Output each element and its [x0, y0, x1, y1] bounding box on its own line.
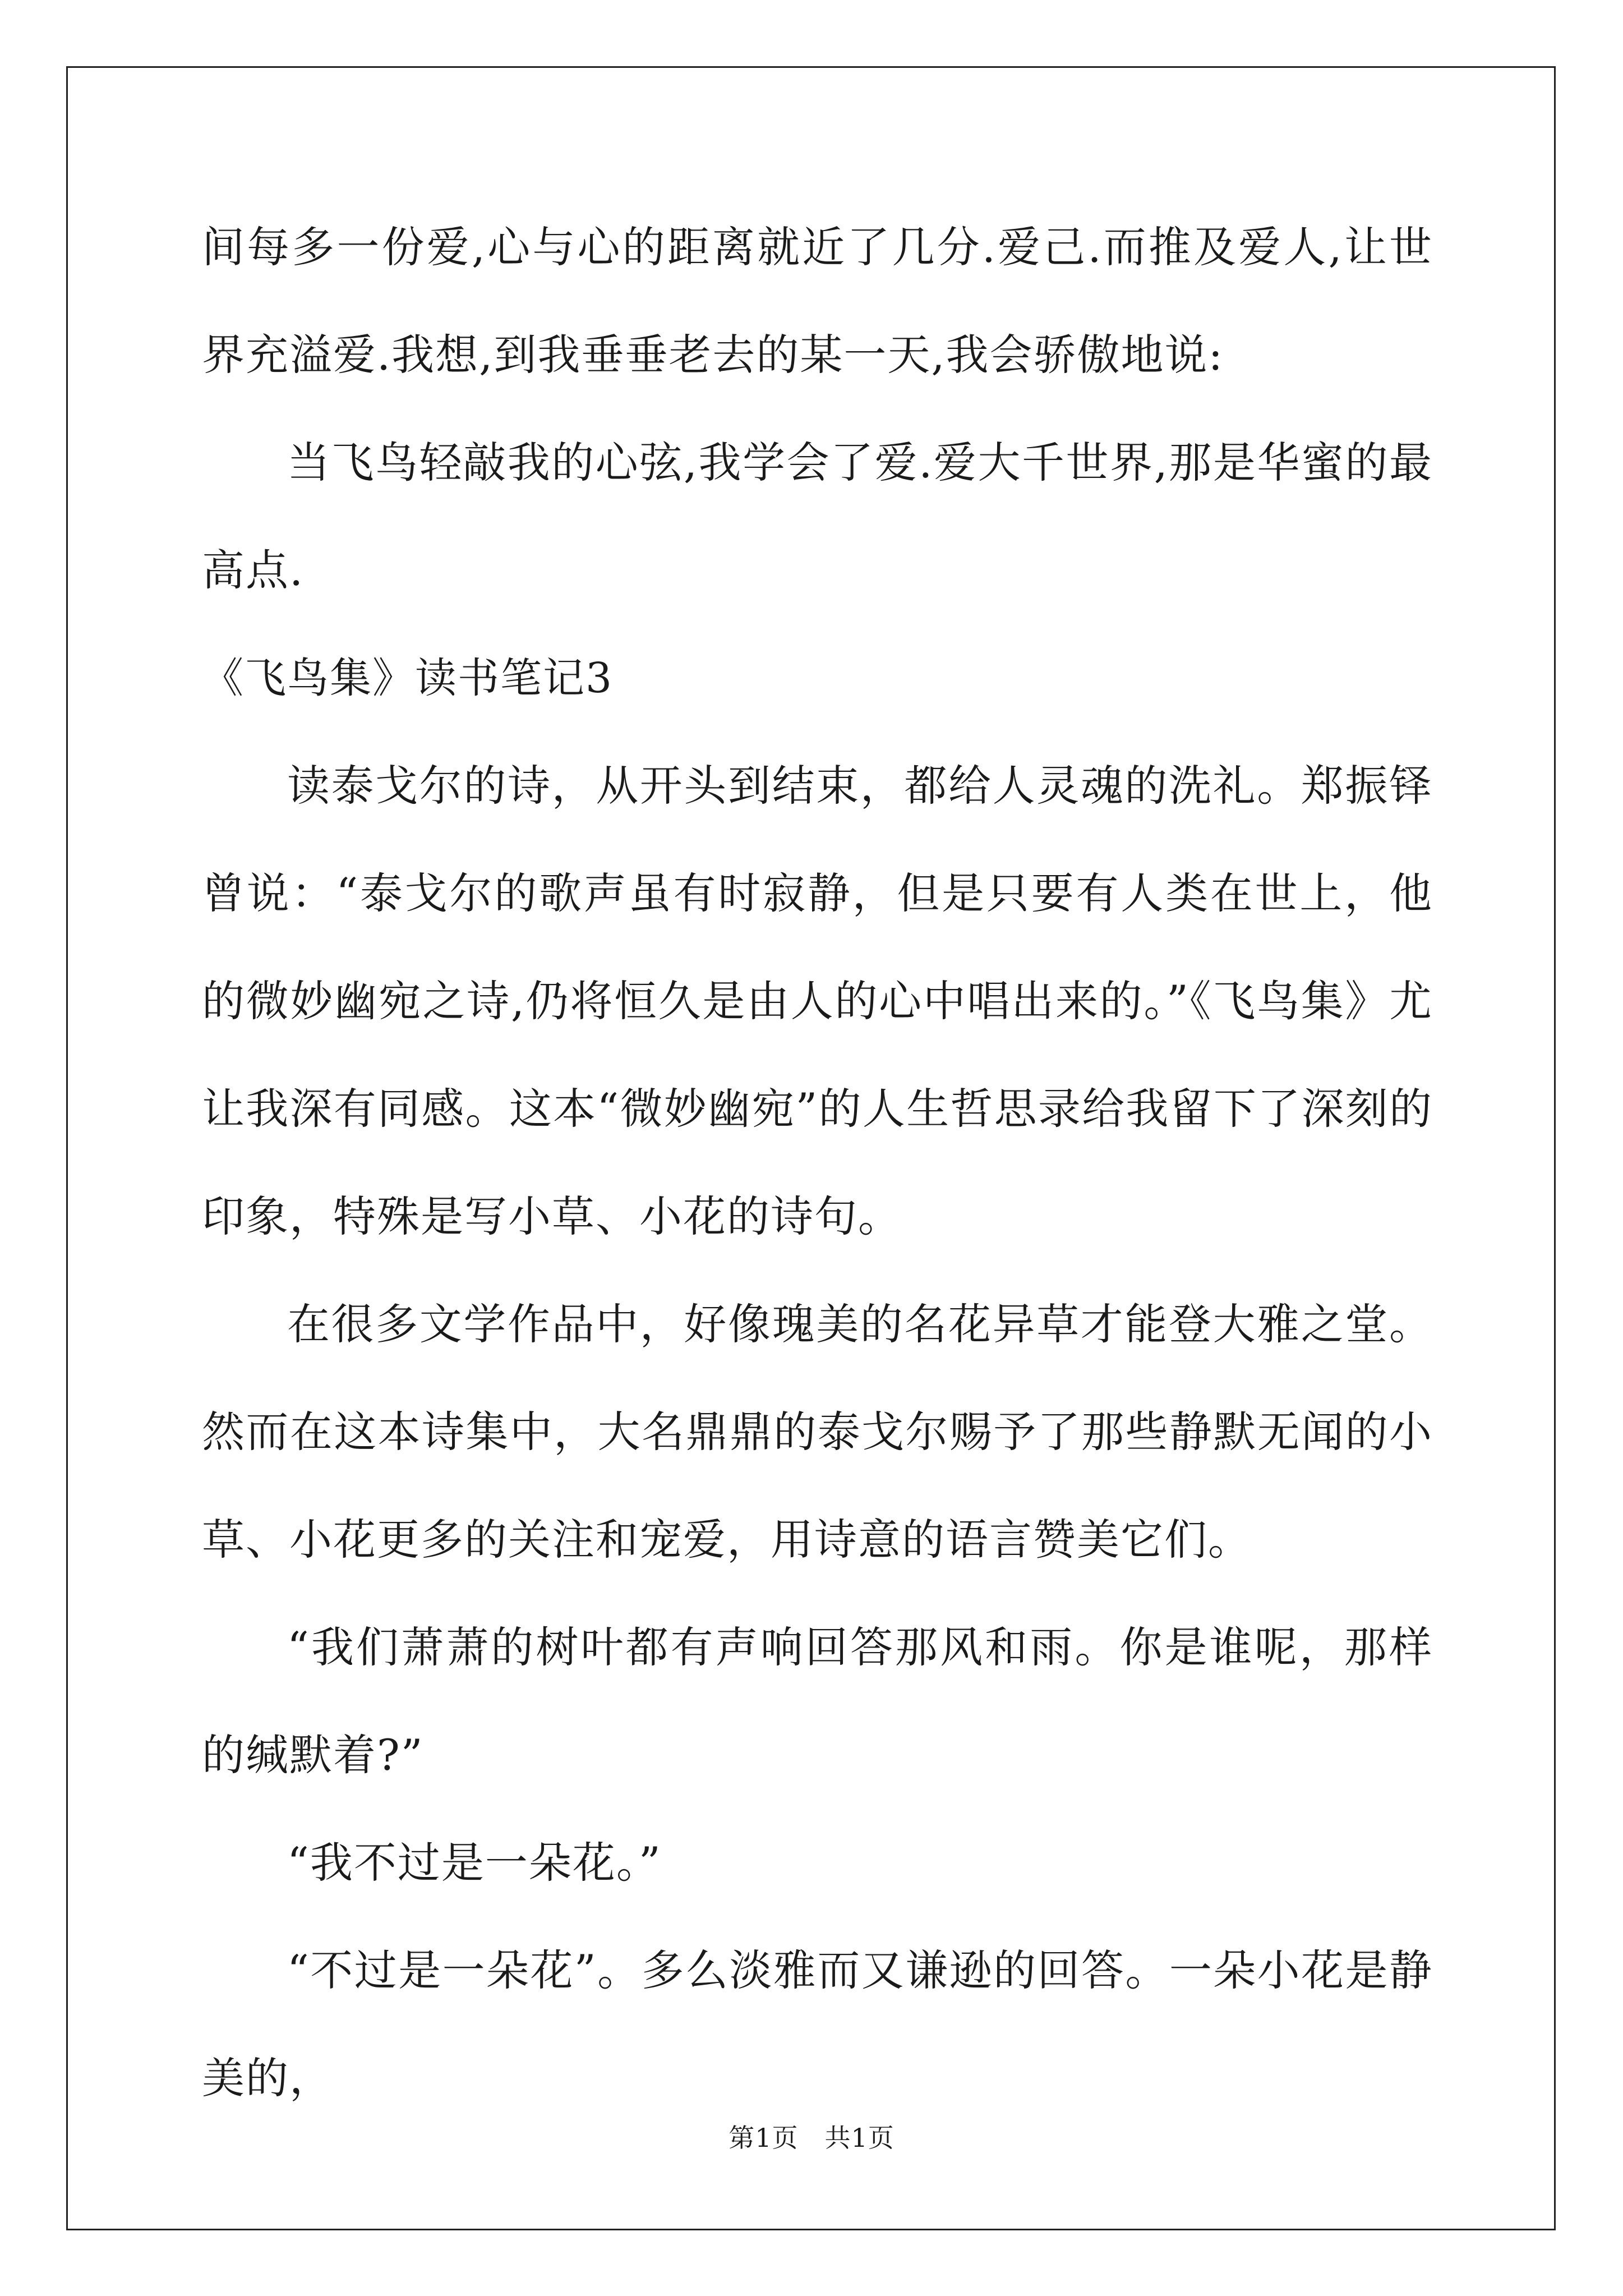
document-body — [202, 194, 1433, 2132]
paragraph-5: “我们萧萧的树叶都有声响回答那风和雨。你是谁呢，那样的缄默着?” — [202, 1622, 1433, 1780]
paragraph-6: “我不过是一朵花。” — [287, 1838, 662, 1888]
paragraph-4: 在很多文学作品中，好像瑰美的名花异草才能登大雅之堂。然而在这本诗集中，大名鼎鼎的泰戈尔赐予了那些静默无闻的小草、小花更多的关注和宠爱，用诗意的语言赞美它们。 — [202, 1299, 1433, 1565]
paragraph-2: 当飞鸟轻敲我的心弦,我学会了爱.爱大千世界,那是华蜜的最高点. — [202, 438, 1433, 595]
paragraph-7: “不过是一朵花”。多么淡雅而又谦逊的回答。一朵小花是静美的， — [202, 1945, 1433, 2103]
paragraph-1: 间每多一份爱,心与心的距离就近了几分.爱己.而推及爱人,让世界充溢爱.我想,到我垂垂老去的某一天,我会骄傲地说: — [202, 222, 1433, 380]
page-number-footer: 第1页 共1页 — [728, 2123, 895, 2153]
paragraph-3: 读泰戈尔的诗，从开头到结束，都给人灵魂的洗礼。郑振铎曾说：“泰戈尔的歌声虽有时寂静，但是只要有人类在世上，他的微妙幽宛之诗,仍将恒久是由人的心中唱出来的。”《飞鸟集》尤让我深有同感。这本“微妙幽宛”的人生哲思录给我留下了深刻的印象，特殊是写小草、小花的诗句。 — [202, 761, 1433, 1241]
section-heading: 《飞鸟集》读书笔记3 — [202, 654, 614, 702]
